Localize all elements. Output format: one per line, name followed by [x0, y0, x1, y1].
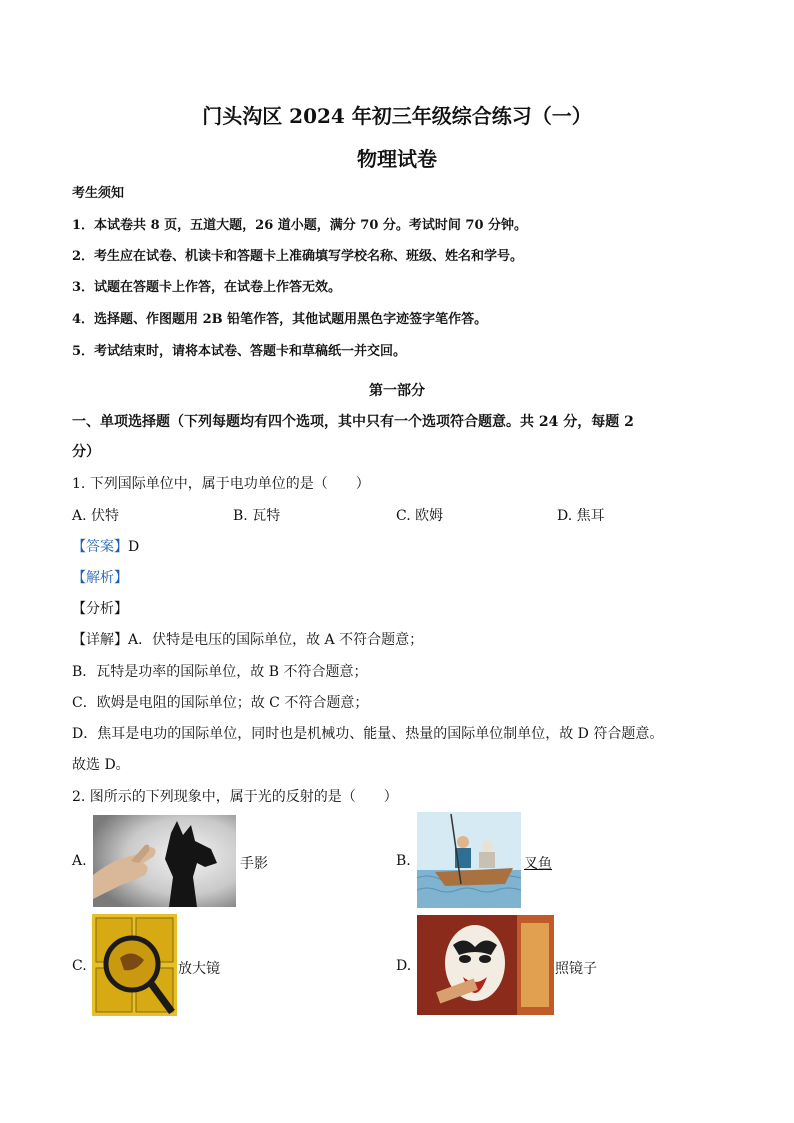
notice-item: 3．试题在答题卡上作答，在试卷上作答无效。 [72, 280, 342, 295]
detail-line: D．焦耳是电功的国际单位，同时也是机械功、能量、热量的国际单位制单位，故 D 符合题意。 [72, 726, 664, 742]
detail-line: 故选 D。 [72, 757, 130, 773]
page-title: 门头沟区 2024 年初三年级综合练习（一） [202, 104, 592, 128]
q1-option-c: C. 欧姆 [396, 508, 444, 524]
q1-option-a: A. 伏特 [72, 508, 120, 524]
answer-tag: 【答案】 [72, 539, 128, 555]
q1-stem: 1. 下列国际单位中，属于电功单位的是（ ） [72, 476, 370, 492]
notice-item: 5．考试结束时，请将本试卷、答题卡和草稿纸一并交回。 [72, 344, 407, 359]
q2-option-b-letter: B. [396, 853, 411, 869]
analysis-tag: 【解析】 [72, 570, 128, 586]
q1-option-b: B. 瓦特 [233, 508, 281, 524]
detail-line: 【详解】A．伏特是电压的国际单位，故 A 不符合题意； [72, 632, 424, 648]
page-subtitle: 物理试卷 [357, 147, 437, 171]
magnifier-stamp-image [92, 914, 177, 1016]
part-heading: 第一部分 [369, 383, 425, 399]
q2-option-d-caption: 照镜子 [555, 961, 597, 977]
opera-mirror-image [417, 915, 554, 1015]
section-heading-cont: 分） [72, 444, 100, 460]
detail-line: B．瓦特是功率的国际单位，故 B 不符合题意； [72, 664, 368, 680]
notice-heading: 考生须知 [72, 186, 125, 201]
q2-option-c-caption: 放大镜 [178, 961, 220, 977]
detail-line: C．欧姆是电阻的国际单位；故 C 不符合题意； [72, 695, 369, 711]
hand-shadow-image [93, 815, 236, 907]
q2-stem: 2. 图所示的下列现象中，属于光的反射的是（ ） [72, 789, 398, 805]
notice-item: 2．考生应在试卷、机读卡和答题卡上准确填写学校名称、班级、姓名和学号。 [72, 249, 524, 264]
answer-value: D [128, 539, 140, 555]
q1-answer [72, 536, 139, 556]
section-heading: 一、单项选择题（下列每题均有四个选项，其中只有一个选项符合题意。共 24 分，每题 2 [72, 414, 634, 430]
q2-option-a-caption: 手影 [240, 856, 268, 872]
q2-option-b-caption: 叉鱼 [524, 856, 552, 872]
q2-option-c-letter: C. [72, 958, 87, 974]
fenxi-tag: 【分析】 [72, 601, 128, 617]
notice-item: 1．本试卷共 8 页，五道大题，26 道小题，满分 70 分。考试时间 70 分钟。 [72, 218, 528, 233]
q1-option-d: D. 焦耳 [557, 508, 605, 524]
spear-fishing-image [417, 812, 521, 908]
q2-option-d-letter: D. [396, 958, 412, 974]
notice-item: 4．选择题、作图题用 2B 铅笔作答，其他试题用黑色字迹签字笔作答。 [72, 312, 488, 327]
q2-option-a-letter: A. [72, 853, 87, 869]
